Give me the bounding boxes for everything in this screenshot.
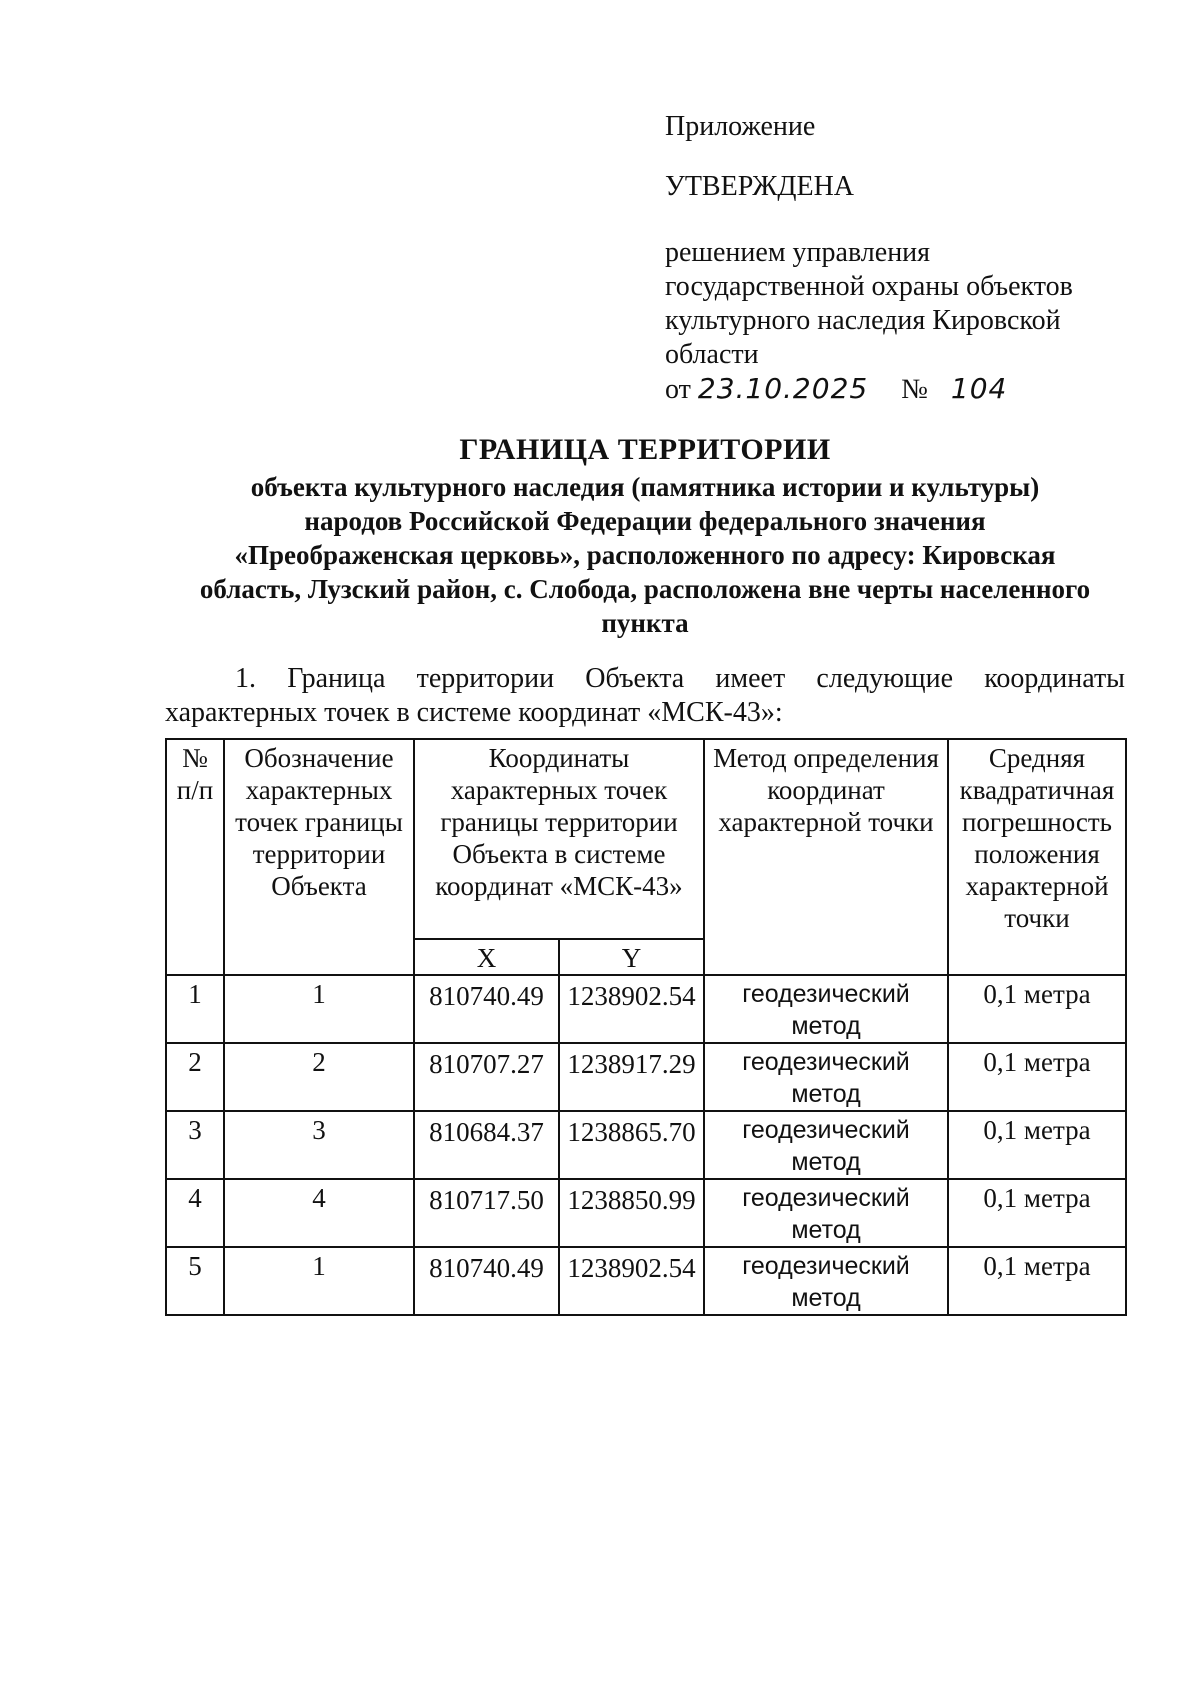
cell-x: 810740.49 — [414, 975, 559, 1043]
cell-y: 1238865.70 — [559, 1111, 704, 1179]
cell-method: геодезический метод — [704, 975, 948, 1043]
cell-y: 1238917.29 — [559, 1043, 704, 1111]
cell-num: 2 — [166, 1043, 224, 1111]
cell-point: 4 — [224, 1179, 414, 1247]
cell-point: 3 — [224, 1111, 414, 1179]
cell-method: геодезический метод — [704, 1111, 948, 1179]
document-title — [160, 430, 1130, 640]
appendix-label: Приложение — [665, 111, 816, 142]
coordinates-table — [165, 738, 1127, 1316]
cell-point: 1 — [224, 1247, 414, 1315]
header-num: № п/п — [166, 739, 224, 975]
cell-error: 0,1 метра — [948, 975, 1126, 1043]
cell-y: 1238902.54 — [559, 1247, 704, 1315]
cell-error: 0,1 метра — [948, 1111, 1126, 1179]
header-coordinates: Координаты характерных точек границы территории Объекта в системе координат «МСК-43» — [414, 739, 704, 939]
cell-x: 810717.50 — [414, 1179, 559, 1247]
cell-point: 2 — [224, 1043, 414, 1111]
authority-line: государственной охраны объектов — [665, 271, 1073, 302]
approved-label: УТВЕРЖДЕНА — [665, 171, 855, 202]
title-line: народов Российской Федерации федерального значения — [304, 506, 986, 536]
date-prefix: от — [665, 374, 691, 405]
cell-error: 0,1 метра — [948, 1247, 1126, 1315]
intro-paragraph — [165, 662, 1125, 730]
title-line: пункта — [601, 608, 689, 638]
table-row — [166, 1179, 1126, 1247]
cell-method: геодезический метод — [704, 1247, 948, 1315]
title-line: «Преображенская церковь», расположенного по адресу: Кировская — [234, 540, 1056, 570]
cell-num: 3 — [166, 1111, 224, 1179]
handwritten-number: 104 — [950, 372, 1008, 405]
title-line: область, Лузский район, с. Слобода, расположена вне черты населенного — [199, 574, 1091, 604]
title-line: объекта культурного наследия (памятника истории и культуры) — [250, 472, 1040, 502]
cell-x: 810707.27 — [414, 1043, 559, 1111]
title-main: ГРАНИЦА ТЕРРИТОРИИ — [459, 433, 831, 466]
authority-line: решением управления — [665, 237, 931, 268]
authority-line: культурного наследия Кировской — [665, 305, 1061, 336]
header-point: Обозначение характерных точек границы территории Объекта — [224, 739, 414, 975]
cell-num: 5 — [166, 1247, 224, 1315]
table-row — [166, 975, 1126, 1043]
approval-block — [665, 110, 1135, 407]
table-row — [166, 1111, 1126, 1179]
header-method: Метод определения координат характерной точки — [704, 739, 948, 975]
cell-x: 810740.49 — [414, 1247, 559, 1315]
number-sign: № — [901, 374, 928, 405]
header-error: Средняя квадратичная погрешность положения характерной точки — [948, 739, 1126, 975]
cell-method: геодезический метод — [704, 1043, 948, 1111]
cell-y: 1238850.99 — [559, 1179, 704, 1247]
cell-point: 1 — [224, 975, 414, 1043]
decision-date-line — [665, 372, 1135, 407]
cell-num: 1 — [166, 975, 224, 1043]
table-row — [166, 1247, 1126, 1315]
cell-y: 1238902.54 — [559, 975, 704, 1043]
cell-num: 4 — [166, 1179, 224, 1247]
intro-paragraph-text: 1. Граница территории Объекта имеет следующие координаты характерных точек в системе координат «МСК-43»: — [165, 663, 1125, 728]
cell-x: 810684.37 — [414, 1111, 559, 1179]
authority-line: области — [665, 339, 759, 370]
header-x: X — [414, 939, 559, 975]
cell-error: 0,1 метра — [948, 1043, 1126, 1111]
cell-method: геодезический метод — [704, 1179, 948, 1247]
cell-error: 0,1 метра — [948, 1179, 1126, 1247]
table-row — [166, 1043, 1126, 1111]
handwritten-date: 23.10.2025 — [697, 372, 869, 405]
header-y: Y — [559, 939, 704, 975]
